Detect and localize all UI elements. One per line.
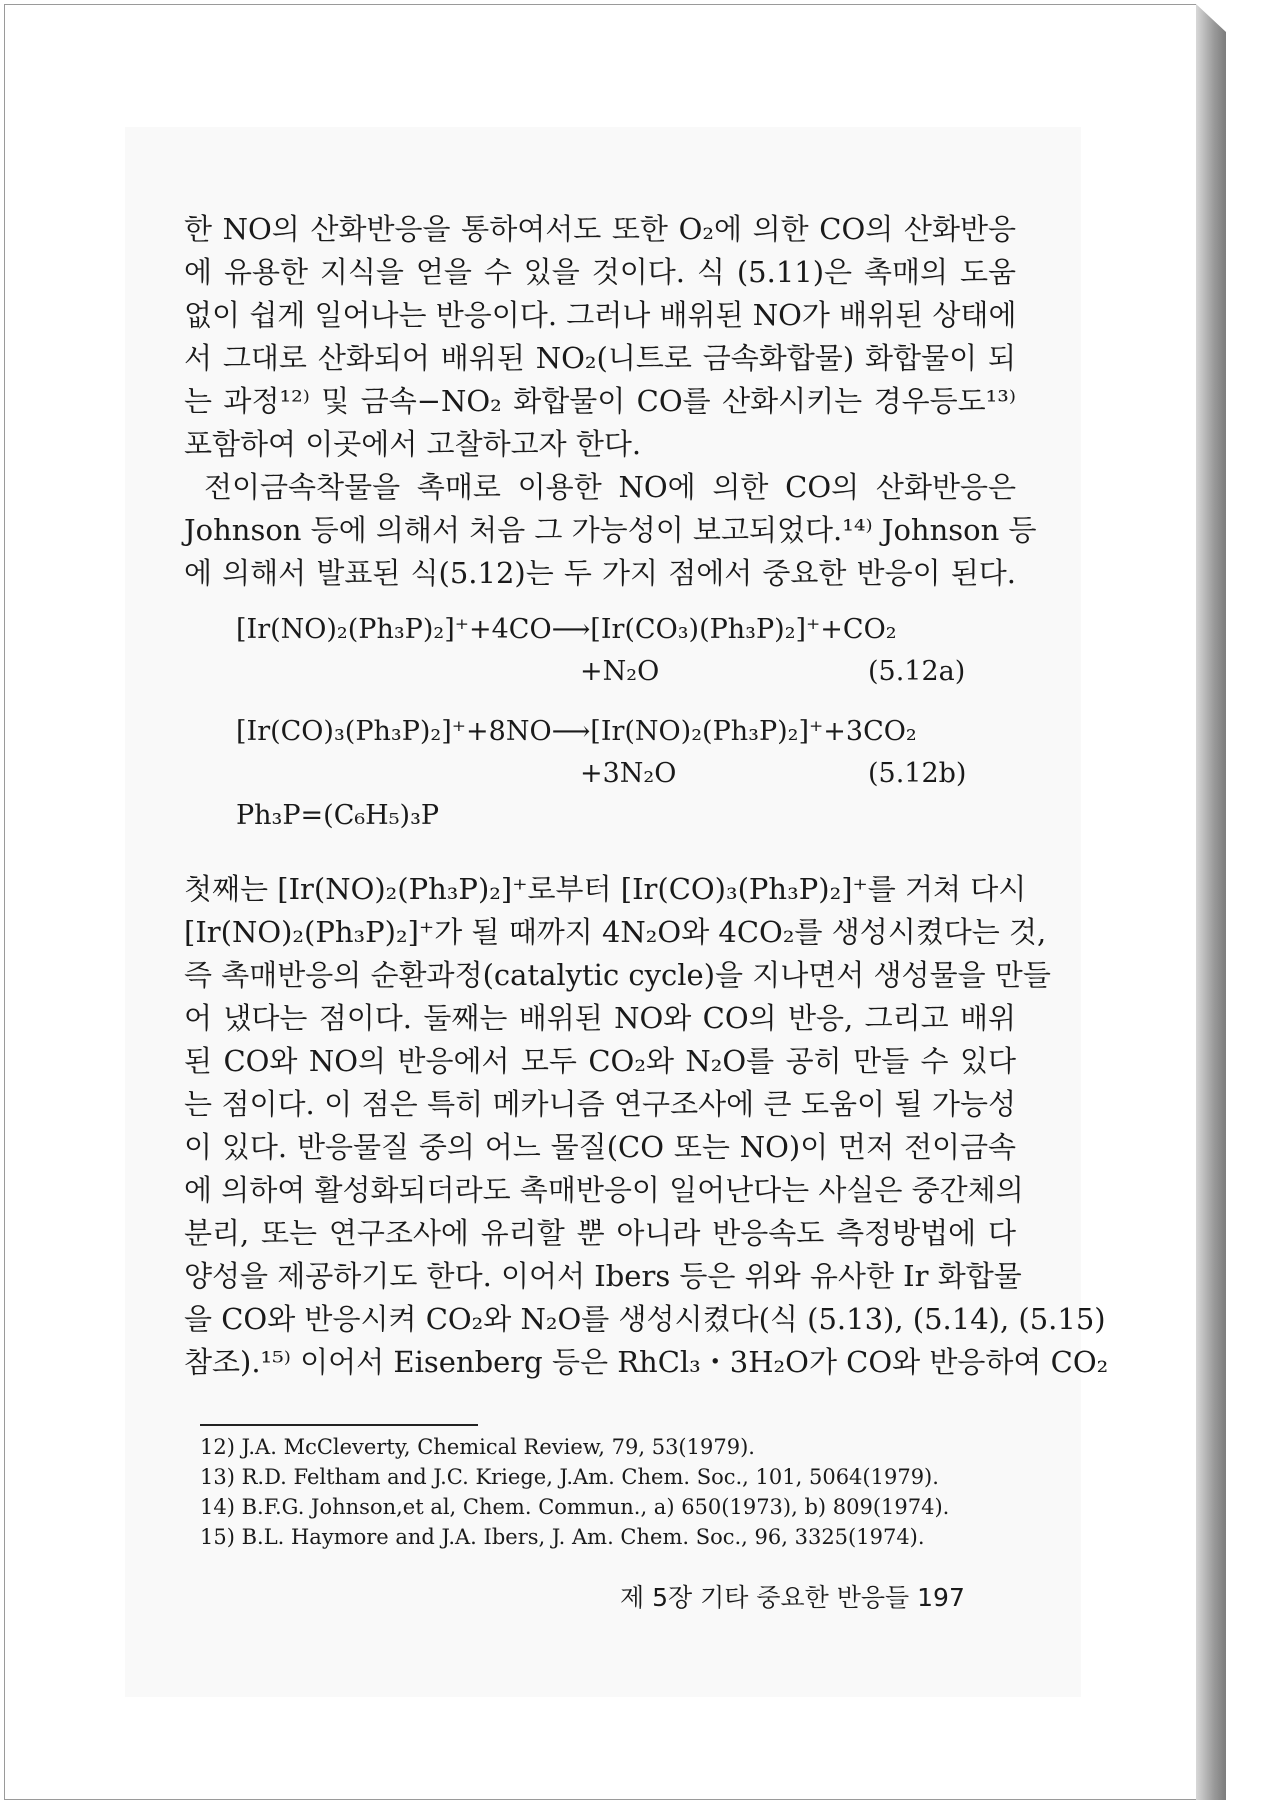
text-line: 이 있다. 반응물질 중의 어느 물질(CO 또는 NO)이 먼저 전이금속 (184, 1130, 1016, 1164)
ph3p-definition: Ph₃P=(C₆H₅)₃P (236, 800, 440, 831)
equation-5-12a-line-2: +N₂O (580, 656, 660, 687)
equation-5-12b-line-2: +3N₂O (580, 758, 677, 789)
equation-label-5-12b: (5.12b) (868, 758, 967, 789)
paragraph-3 (184, 868, 1109, 1384)
text-line: 없이 쉽게 일어나는 반응이다. 그러나 배위된 NO가 배위된 상태에 (184, 298, 1017, 332)
text-line: 양성을 제공하기도 한다. 이어서 Ibers 등은 위와 유사한 Ir 화합물 (184, 1259, 1022, 1293)
page-edge-shadow (1196, 4, 1226, 1800)
text-line: 포함하여 이곳에서 고찰하고자 한다. (184, 427, 642, 461)
text-line: 전이금속착물을 촉매로 이용한 NO에 의한 CO의 산화반응은 (204, 470, 1016, 504)
paragraph-1 (184, 208, 1016, 466)
text-line: Johnson 등에 의해서 처음 그 가능성이 보고되었다.¹⁴⁾ Johnson 등 (184, 513, 1037, 547)
text-line: [Ir(NO)₂(Ph₃P)₂]⁺가 될 때까지 4N₂O와 4CO₂를 생성시켰다는 것, (184, 915, 1047, 949)
text-line: 을 CO와 반응시켜 CO₂와 N₂O를 생성시켰다(식 (5.13), (5.14), (5.15) (184, 1302, 1106, 1336)
text-line: 첫째는 [Ir(NO)₂(Ph₃P)₂]⁺로부터 [Ir(CO)₃(Ph₃P)₂]⁺를 거쳐 다시 (184, 872, 1027, 906)
text-line: 어 냈다는 점이다. 둘째는 배위된 NO와 CO의 반응, 그리고 배위 (184, 1001, 1016, 1035)
footnote-13: 13) R.D. Feltham and J.C. Kriege, J.Am. Chem. Soc., 101, 5064(1979). (200, 1465, 939, 1489)
text-line: 서 그대로 산화되어 배위된 NO₂(니트로 금속화합물) 화합물이 되 (184, 341, 1016, 375)
text-line: 분리, 또는 연구조사에 유리할 뿐 아니라 반응속도 측정방법에 다 (184, 1216, 1016, 1250)
text-line: 에 의해서 발표된 식(5.12)는 두 가지 점에서 중요한 반응이 된다. (184, 556, 1016, 590)
running-footer: 제 5장 기타 중요한 반응들 197 (620, 1583, 965, 1612)
text-line: 는 점이다. 이 점은 특히 메카니즘 연구조사에 큰 도움이 될 가능성 (184, 1087, 1016, 1121)
footnote-divider (200, 1424, 478, 1426)
text-line: 즉 촉매반응의 순환과정(catalytic cycle)을 지나면서 생성물을 만들 (184, 958, 1051, 992)
equation-5-12a-line-1: [Ir(NO)₂(Ph₃P)₂]⁺+4CO⟶[Ir(CO₃)(Ph₃P)₂]⁺+CO₂ (236, 614, 897, 645)
text-line: 된 CO와 NO의 반응에서 모두 CO₂와 N₂O를 공히 만들 수 있다 (184, 1044, 1016, 1078)
paragraph-2 (184, 466, 1037, 595)
footnote-15: 15) B.L. Haymore and J.A. Ibers, J. Am. Chem. Soc., 96, 3325(1974). (200, 1525, 925, 1549)
page-corner-fold (1196, 4, 1226, 32)
footnote-14: 14) B.F.G. Johnson,et al, Chem. Commun., a) 650(1973), b) 809(1974). (200, 1495, 950, 1519)
footnote-12: 12) J.A. McCleverty, Chemical Review, 79, 53(1979). (200, 1435, 755, 1459)
text-line: 는 과정¹²⁾ 및 금속−NO₂ 화합물이 CO를 산화시키는 경우등도¹³⁾ (184, 384, 1016, 418)
text-line: 참조).¹⁵⁾ 이어서 Eisenberg 등은 RhCl₃・3H₂O가 CO와 반응하여 CO₂ (184, 1345, 1109, 1379)
equation-5-12b-line-1: [Ir(CO)₃(Ph₃P)₂]⁺+8NO⟶[Ir(NO)₂(Ph₃P)₂]⁺+3CO₂ (236, 716, 917, 747)
footnotes (200, 1432, 1000, 1552)
equation-label-5-12a: (5.12a) (868, 656, 966, 687)
text-line: 한 NO의 산화반응을 통하여서도 또한 O₂에 의한 CO의 산화반응 (184, 212, 1016, 246)
text-line: 에 유용한 지식을 얻을 수 있을 것이다. 식 (5.11)은 촉매의 도움 (184, 255, 1016, 289)
text-line: 에 의하여 활성화되더라도 촉매반응이 일어난다는 사실은 중간체의 (184, 1173, 1024, 1207)
